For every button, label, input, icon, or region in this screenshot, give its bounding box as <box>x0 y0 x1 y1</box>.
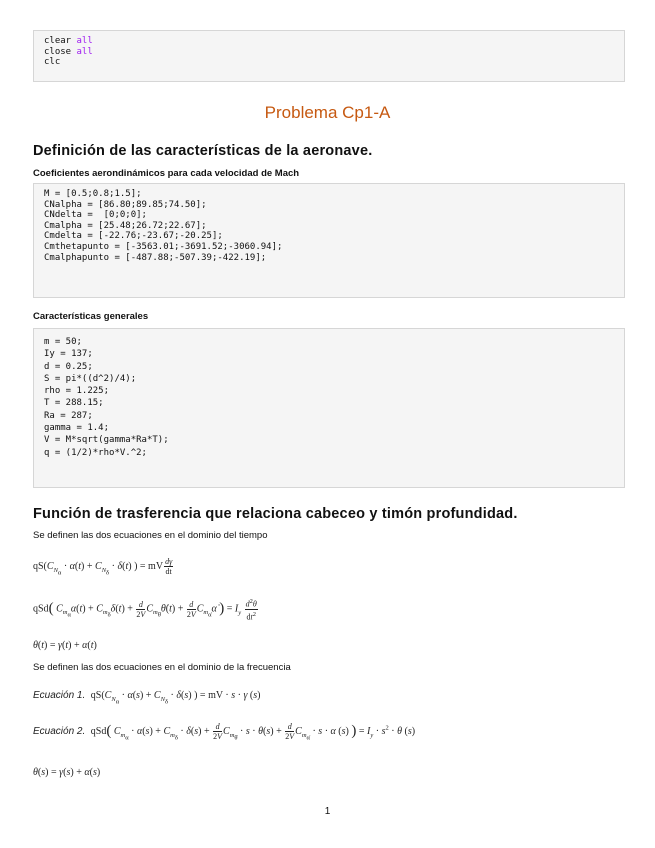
equation-time-1: $qS(C_{N_\alpha} \cdot \alpha(t) + C_{N_\delta} \cdot \delta(t)$ ) = mV $\frac{d\gamma}{dt}$ <box>33 557 173 577</box>
code-block-general: m = 50; Iy = 137; d = 0.25; S = pi*((d^2)/4); rho = 1.225; T = 288.15; Ra = 287; gamma = 1.4; V = M*sqrt(gamma*Ra*T); q = (1/2)*rho*V.^2; <box>33 328 625 488</box>
paragraph-time-domain: Se definen las dos ecuaciones en el dominio del tiempo <box>33 530 268 541</box>
equation-2-label: Ecuación 2. <box>33 725 86 737</box>
code-close-cmd: close <box>44 46 77 57</box>
section-heading-aircraft: Definición de las características de la aeronave. <box>33 143 373 159</box>
section-heading-transfer-function: Función de trasferencia que relaciona cabeceo y timón profundidad. <box>33 506 518 522</box>
code-clear-cmd: clear <box>44 36 77 46</box>
equation-time-2: qSd( $C_{m_\alpha}\alpha(t) + C_{m_\delta}\delta(t)$ + $\frac{d}{2V}$ $C_{m_{\thetȧ}}\thetȧ(t)$ + $\frac{d}{2V}$ $C_{m_{\alphȧ}}\alphȧ$ ) = $I_y$ $\frac{d^2\theta}{dt^2}$ <box>33 598 257 622</box>
subheading-aero-coefficients: Coeficientes aerondinámicos para cada velocidad de Mach <box>33 168 300 179</box>
paragraph-frequency-domain: Se definen las dos ecuaciones en el dominio de la frecuencia <box>33 662 291 673</box>
equation-1-label: Ecuación 1. <box>33 690 86 701</box>
code-keyword-all: all <box>76 36 93 46</box>
equation-frequency-1: Ecuación 1. $qS(C_{N_\alpha} \cdot \alpha(s) + C_{N_\delta} \cdot \delta(s)$ ) = mV · s · γ (s) <box>33 690 261 706</box>
equation-theta-time: θ(t) = γ(t) + α(t) <box>33 640 97 651</box>
code-block-clear <box>33 30 625 82</box>
page-number: 1 <box>324 806 331 817</box>
equation-frequency-2: Ecuación 2. qSd( $C_{m_\alpha} \cdot \alpha(s) + C_{m_\delta} \cdot \delta(s)$ + $\frac{d}{2V}$ $C_{m_{\thetȧ}} \cdot s \cdot \theta(s)$ + $\frac{d}{2V}$ $C_{m_{\alphȧ}} \cdot s \cdot \alpha$ (s) ) = $I_y \cdot s^2 \cdot \theta$ (s) <box>33 722 416 742</box>
code-block-coefficients: M = [0.5;0.8;1.5]; CNalpha = [86.80;89.85;74.50]; CNdelta = [0;0;0]; Cmalpha = [25.48;26.72;22.67]; Cmdelta = [-22.76;-23.67;-20.25]; Cmthetapunto = [-3563.01;-3691.52;-3060.94]; Cmalphapunto = [-487.88;-507.39;-422.19]; <box>33 183 625 298</box>
page-title: Problema Cp1-A <box>264 103 391 122</box>
equation-theta-frequency: θ(s) = γ(s) + α(s) <box>33 767 101 778</box>
code-clc-cmd: clc <box>44 57 61 68</box>
subheading-general: Características generales <box>33 311 149 322</box>
code-keyword-all: all <box>76 46 93 57</box>
